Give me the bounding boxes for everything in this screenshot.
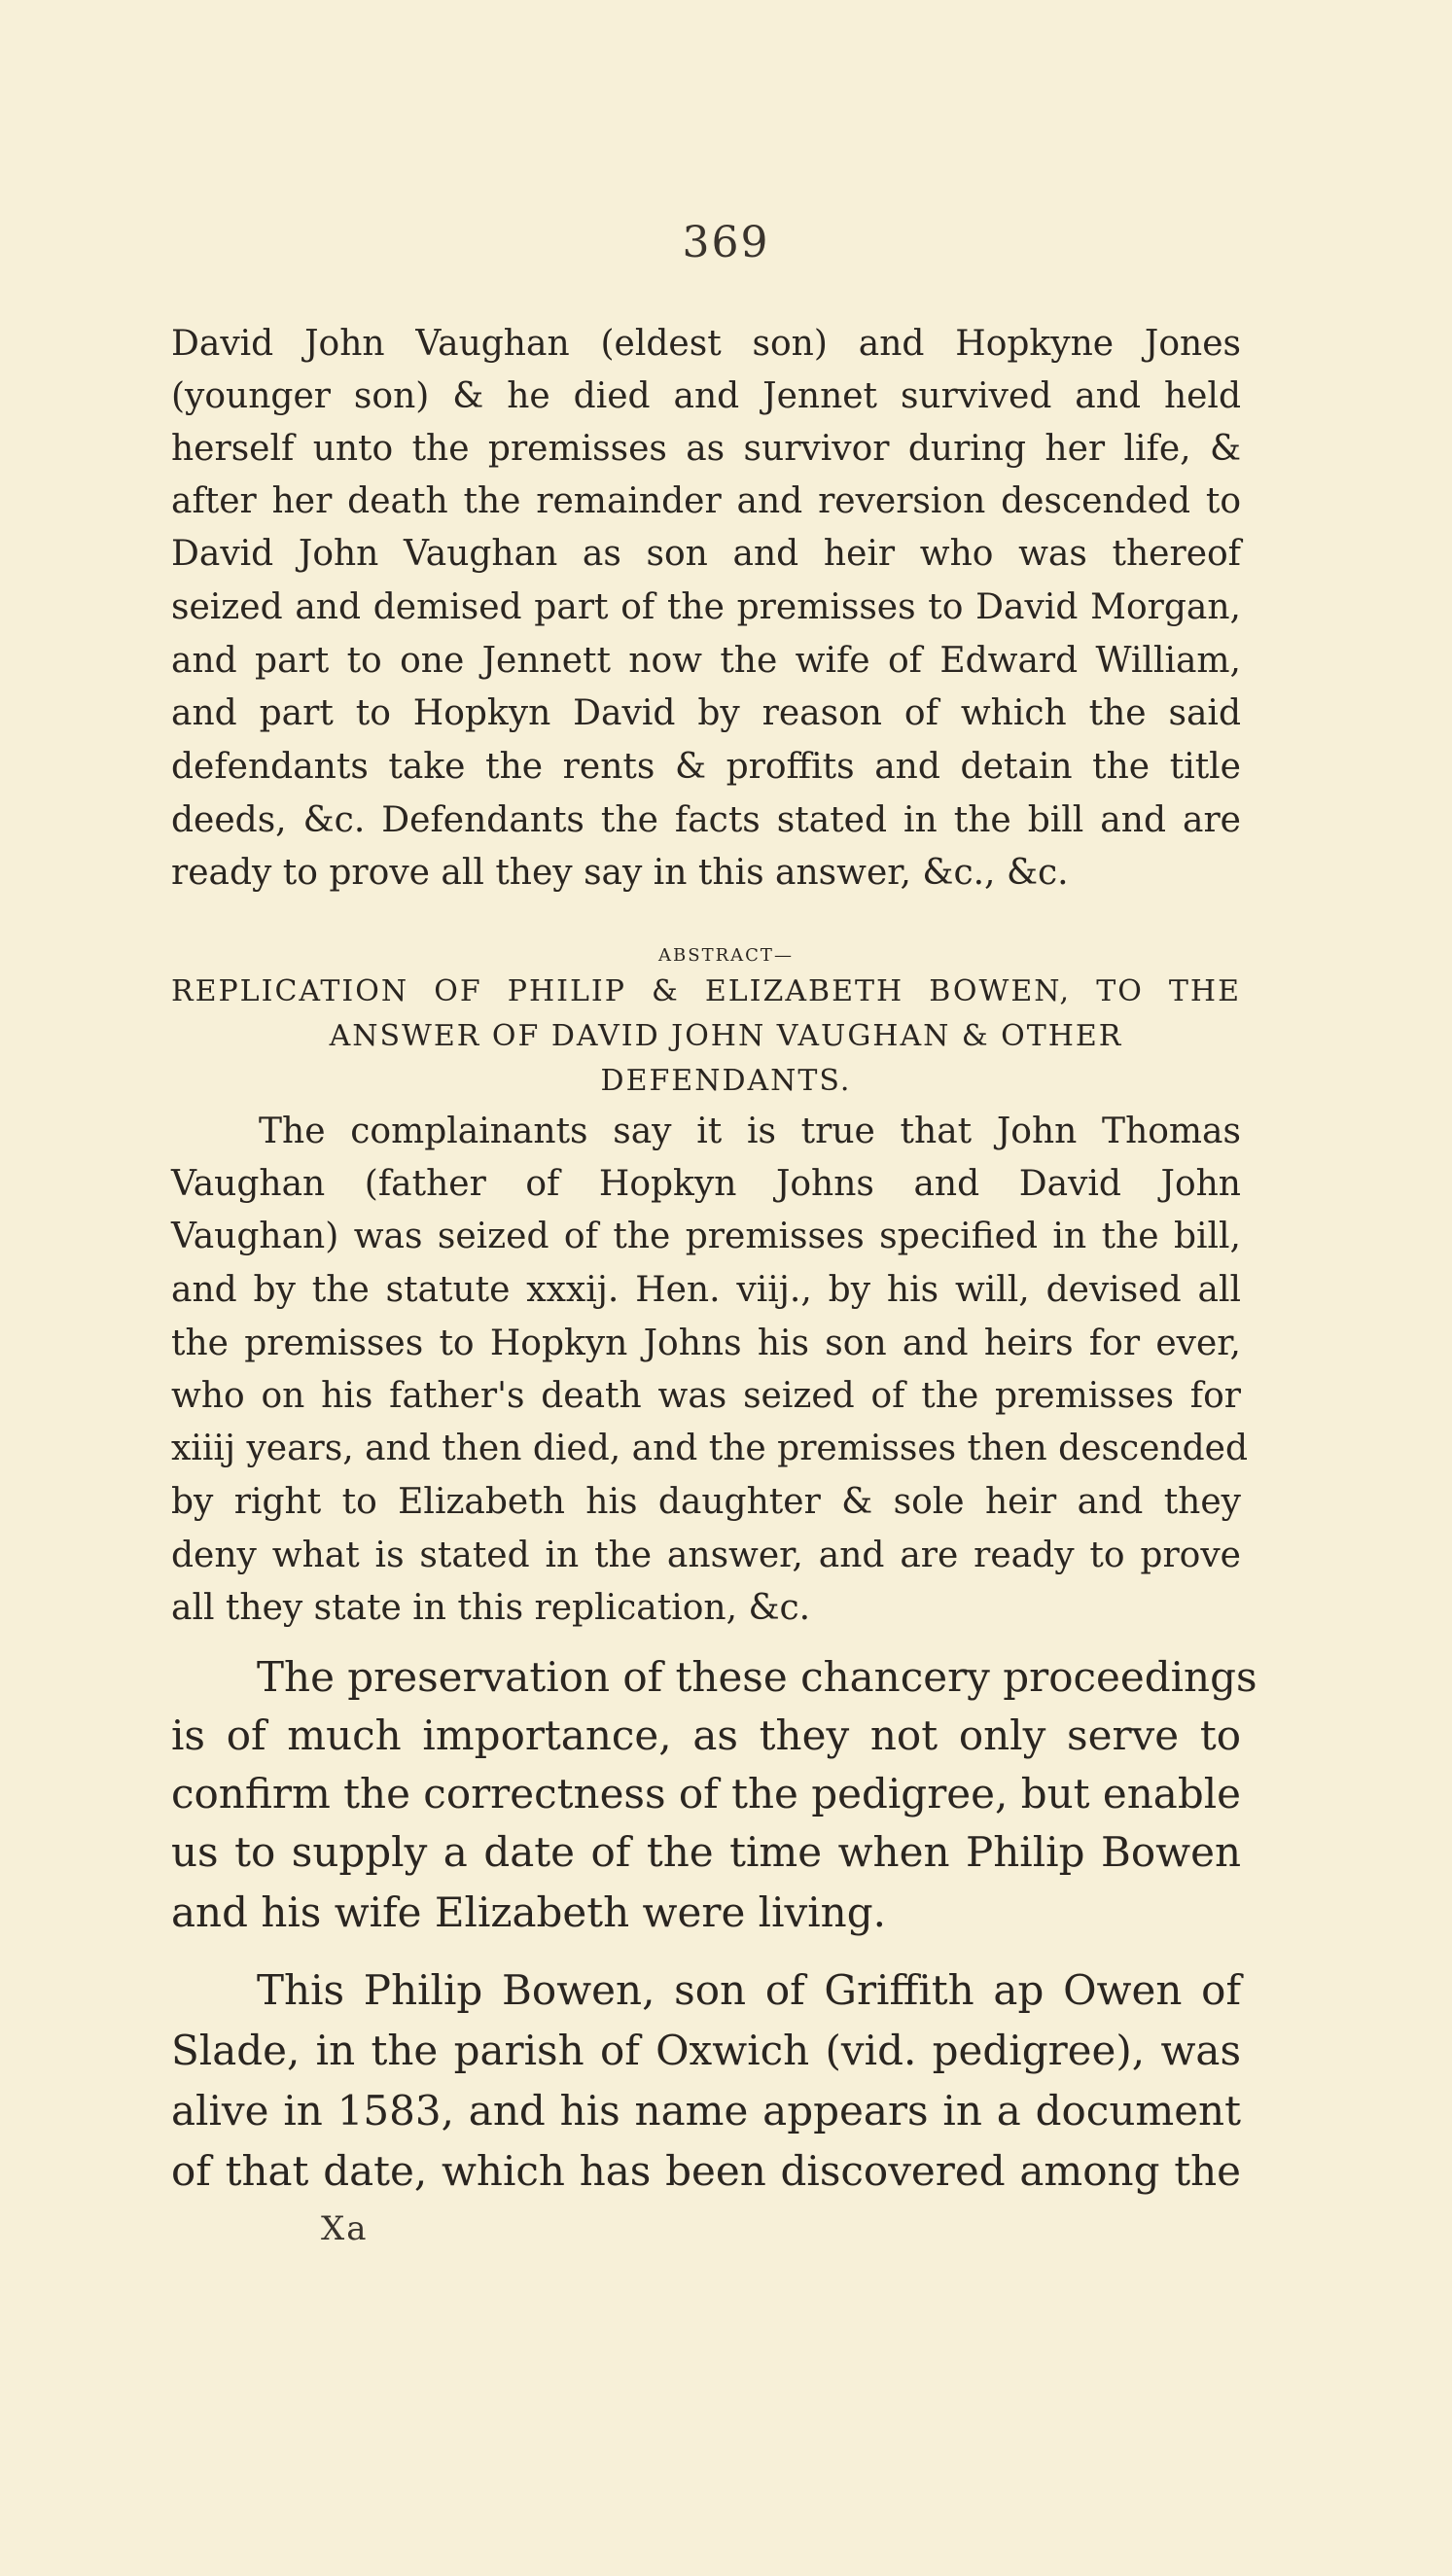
text-line: herself unto the premisses as survivor during her life, & (171, 429, 1241, 469)
text-line: David John Vaughan (eldest son) and Hopkyne Jones (171, 324, 1241, 364)
text-line: the premisses to Hopkyn Johns his son and heirs for ever, (171, 1323, 1241, 1363)
page-number: 369 (682, 218, 770, 267)
abstract-label: ABSTRACT— (658, 945, 794, 966)
text-line: seized and demised part of the premisses to David Morgan, (171, 587, 1241, 627)
text-line: and part to Hopkyn David by reason of which the said (171, 693, 1241, 733)
text-line: is of much importance, as they not only serve to (171, 1711, 1241, 1759)
text-line: The complainants say it is true that John Thomas (259, 1112, 1241, 1151)
text-line: Slade, in the parish of Oxwich (vid. pedigree), was (171, 2027, 1241, 2074)
text-line: and his wife Elizabeth were living. (171, 1888, 886, 1936)
text-line: xiiij years, and then died, and the premisses then descended (171, 1429, 1249, 1468)
text-line: deny what is stated in the answer, and are ready to prove (171, 1535, 1241, 1575)
section-heading-line: REPLICATION OF PHILIP & ELIZABETH BOWEN, TO THE (171, 974, 1241, 1008)
text-line: David John Vaughan as son and heir who was thereof (171, 534, 1241, 574)
text-line: Vaughan) was seized of the premisses specified in the bill, (171, 1217, 1241, 1256)
section-heading-line: ANSWER OF DAVID JOHN VAUGHAN & OTHER (329, 1019, 1123, 1053)
section-heading-line: DEFENDANTS. (600, 1064, 852, 1098)
text-line: defendants take the rents & proffits and detain the title (171, 747, 1241, 787)
text-line: all they state in this replication, &c. (171, 1588, 811, 1628)
text-line: The preservation of these chancery proceedings (257, 1653, 1257, 1701)
text-line: after her death the remainder and reversion descended to (171, 481, 1241, 521)
text-line: deeds, &c. Defendants the facts stated in the bill and are (171, 800, 1241, 840)
text-line: ready to prove all they say in this answer, &c., &c. (171, 853, 1069, 893)
text-line: of that date, which has been discovered among the (171, 2147, 1241, 2195)
text-line: who on his father's death was seized of the premisses for (171, 1376, 1241, 1416)
text-line: and part to one Jennett now the wife of Edward William, (171, 641, 1241, 681)
text-line: (younger son) & he died and Jennet survived and held (171, 376, 1241, 416)
text-line: This Philip Bowen, son of Griffith ap Owen of (257, 1966, 1241, 2014)
text-line: alive in 1583, and his name appears in a document (171, 2087, 1241, 2135)
text-line: confirm the correctness of the pedigree, but enable (171, 1770, 1241, 1817)
text-line: us to supply a date of the time when Philip Bowen (171, 1828, 1241, 1876)
text-line: and by the statute xxxij. Hen. viij., by his will, devised all (171, 1270, 1241, 1310)
signature-mark: Xa (321, 2209, 369, 2248)
text-line: Vaughan (father of Hopkyn Johns and David John (171, 1164, 1241, 1204)
text-line: by right to Elizabeth his daughter & sole heir and they (171, 1482, 1241, 1522)
